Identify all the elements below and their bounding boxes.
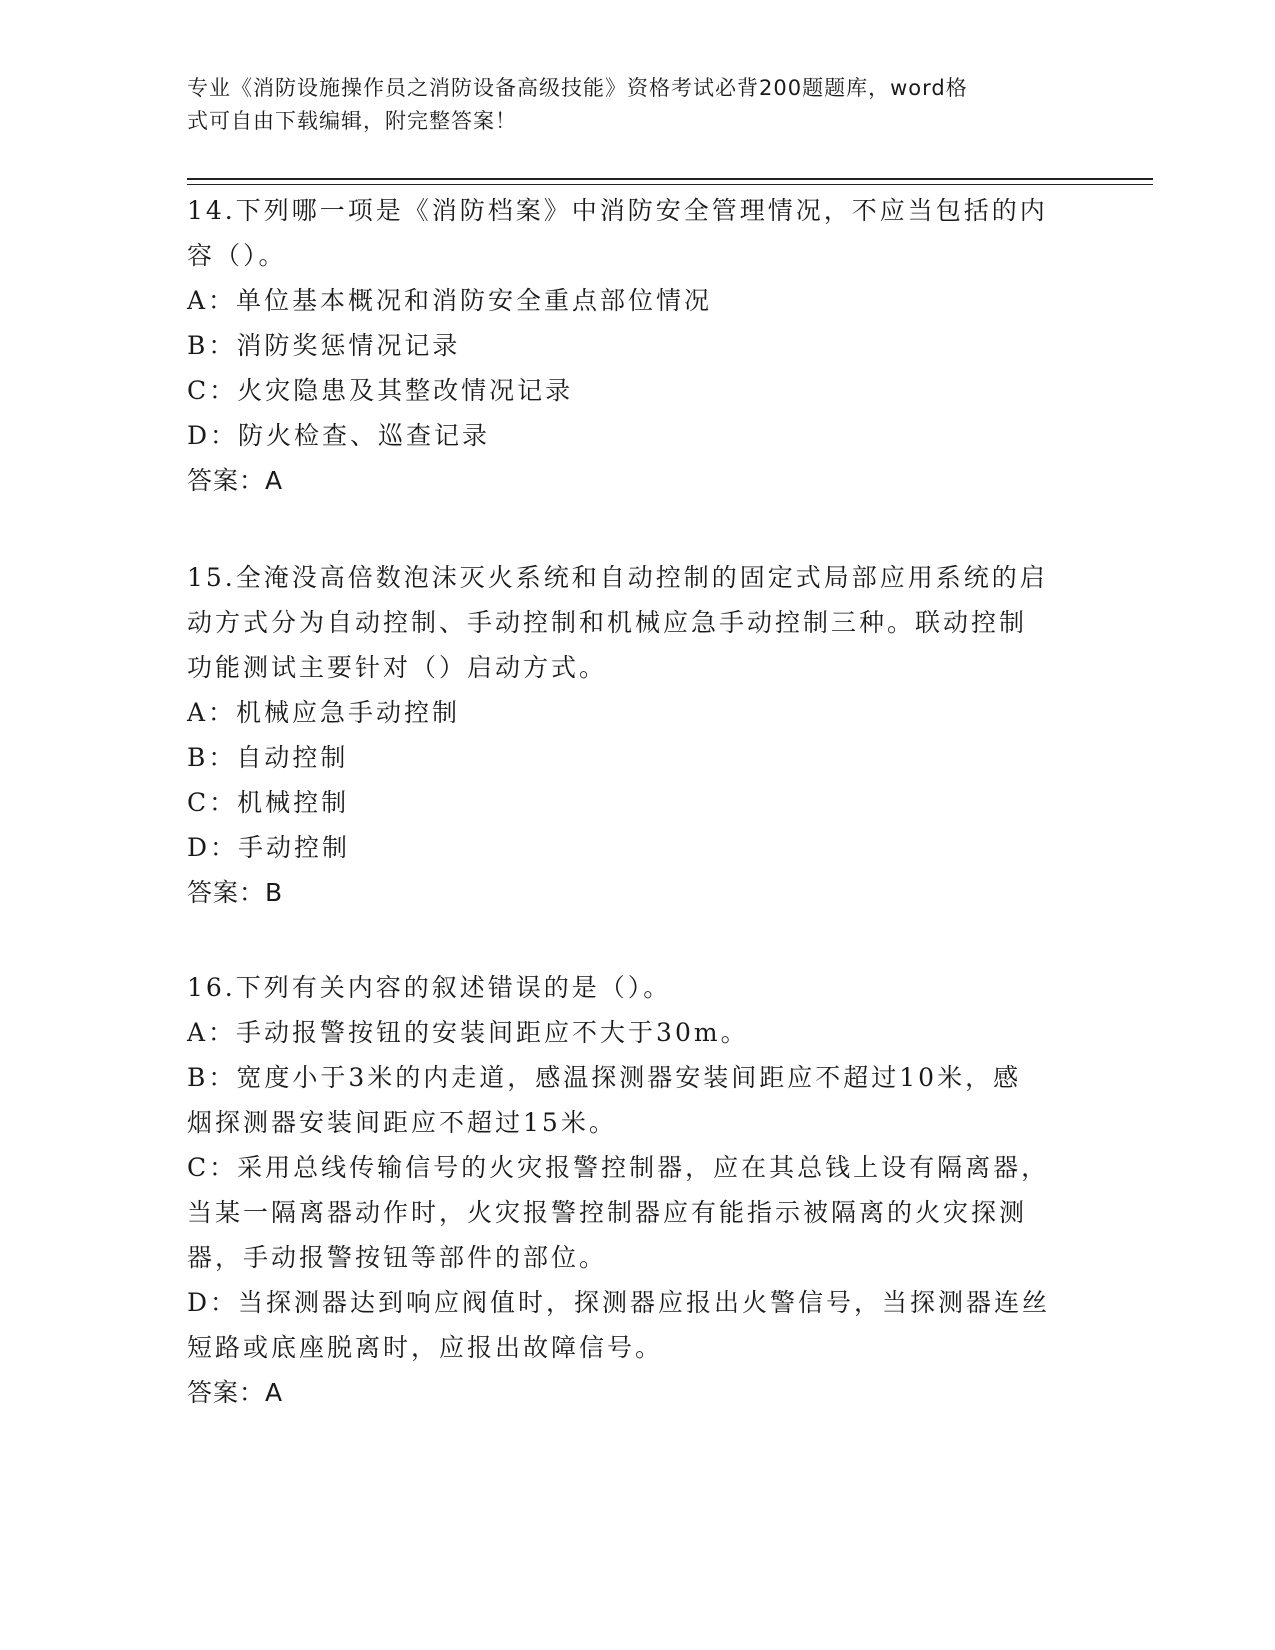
question-text: 16.下列有关内容的叙述错误的是（）。: [187, 973, 672, 1002]
answer: 答案：A: [187, 1378, 284, 1407]
option-b: B：自动控制: [187, 743, 349, 772]
option-b-continued: 烟探测器安装间距应不超过15米。: [187, 1108, 617, 1137]
option-d: D：手动控制: [187, 833, 351, 862]
option-a: A：单位基本概况和消防安全重点部位情况: [187, 286, 713, 315]
option-c: C：机械控制: [187, 788, 350, 817]
header-divider: [187, 178, 1153, 180]
option-c-continued: 器，手动报警按钮等部件的部位。: [187, 1243, 608, 1272]
option-b: B：宽度小于3米的内走道，感温探测器安装间距应不超过10米，感: [187, 1063, 1022, 1092]
option-a: A：手动报警按钮的安装间距应不大于30m。: [187, 1018, 749, 1047]
question-text: 动方式分为自动控制、手动控制和机械应急手动控制三种。联动控制: [187, 608, 1028, 637]
option-d: D：当探测器达到响应阀值时，探测器应报出火警信号，当探测器连丝: [187, 1288, 1051, 1317]
answer: 答案：B: [187, 878, 284, 907]
option-b: B：消防奖惩情况记录: [187, 331, 461, 360]
question-text: 功能测试主要针对（）启动方式。: [187, 653, 608, 682]
option-a: A：机械应急手动控制: [187, 698, 461, 727]
option-c: C：采用总线传输信号的火灾报警控制器，应在其总钱上设有隔离器，: [187, 1153, 1050, 1182]
question-text: 容（）。: [187, 241, 287, 270]
question-15: [187, 555, 1087, 915]
answer: 答案：A: [187, 466, 284, 495]
header-line: 式可自由下载编辑，附完整答案！: [187, 109, 517, 133]
option-c-continued: 当某一隔离器动作时，火灾报警控制器应有能指示被隔离的火灾探测: [187, 1198, 1028, 1227]
option-c: C：火灾隐患及其整改情况记录: [187, 376, 574, 405]
document-header: [187, 72, 1087, 138]
question-16: [187, 965, 1087, 1415]
option-d: D：防火检查、巡查记录: [187, 421, 491, 450]
question-text: 14.下列哪一项是《消防档案》中消防安全管理情况，不应当包括的内: [187, 196, 1048, 225]
header-line: 专业《消防设施操作员之消防设备高级技能》资格考试必背200题题库，word格: [187, 76, 968, 100]
header-divider-thin: [187, 184, 1153, 185]
option-d-continued: 短路或底座脱离时，应报出故障信号。: [187, 1333, 664, 1362]
question-14: [187, 188, 1087, 503]
question-text: 15.全淹没高倍数泡沫灭火系统和自动控制的固定式局部应用系统的启: [187, 563, 1048, 592]
